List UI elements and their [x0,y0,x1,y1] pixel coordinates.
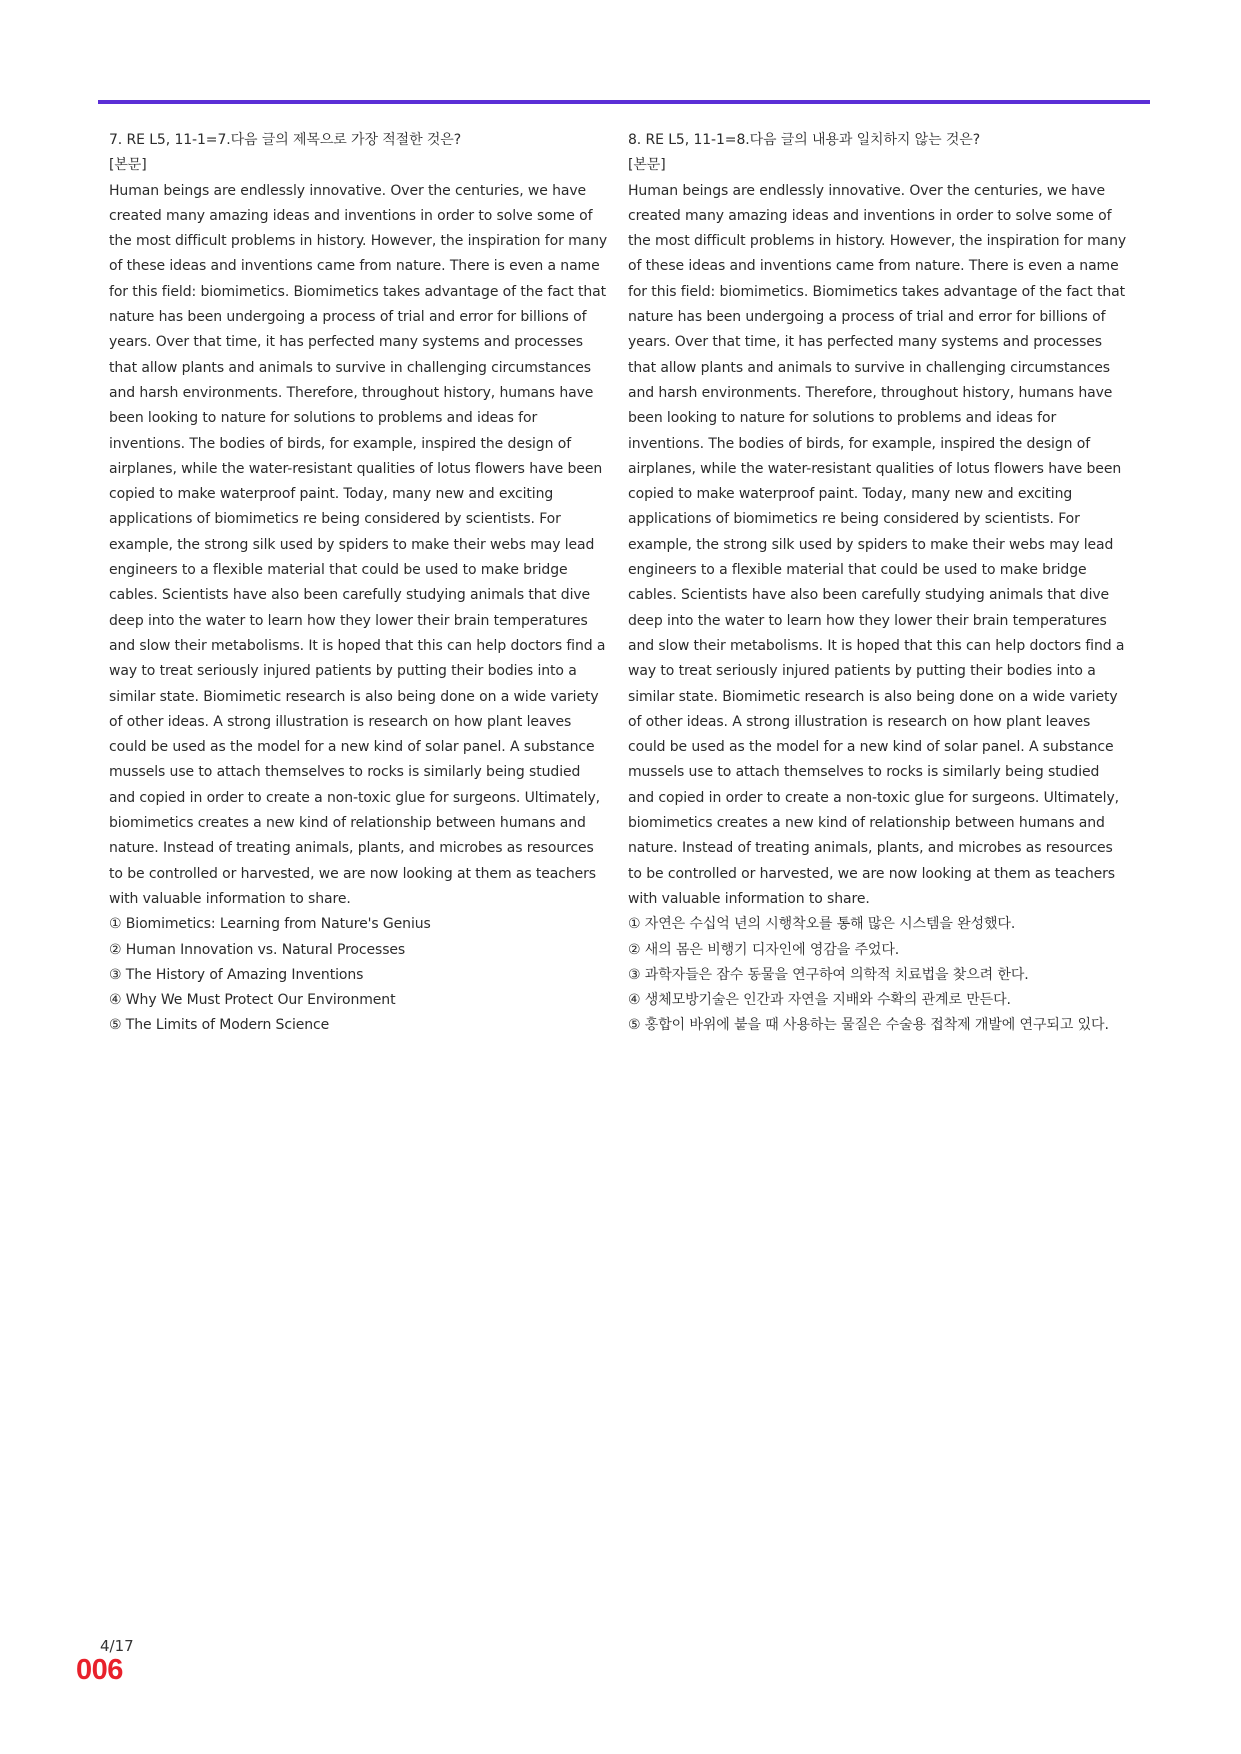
header-rule [98,100,1150,104]
question-title: 7. RE L5, 11-1=7.다음 글의 제목으로 가장 적절한 것은? [109,132,462,148]
passage-tag: [본문] [109,157,147,174]
answer-choice-3[interactable]: ③ 과학자들은 잠수 동물을 연구하여 의학적 치료법을 찾으려 한다. [628,966,1029,983]
answer-choice-5[interactable]: ⑤ The Limits of Modern Science [109,1017,330,1034]
passage-tag: [본문] [628,157,666,174]
page-indicator: 4/17 [100,1637,134,1655]
answer-choice-5[interactable]: ⑤ 홍합이 바위에 붙을 때 사용하는 물질은 수술용 접착제 개발에 연구되고 있다. [628,1017,1109,1034]
answer-choice-3[interactable]: ③ The History of Amazing Inventions [109,966,364,983]
answer-choice-1[interactable]: ① 자연은 수십억 년의 시행착오를 통해 많은 시스템을 완성했다. [628,916,1016,933]
answer-choice-4[interactable]: ④ Why We Must Protect Our Environment [109,992,396,1009]
passage-text: Human beings are endlessly innovative. Over the centuries, we have created many amazing ideas and inventions in order to solve some of the most difficult problems in history. However, the inspiration for many of these ideas and inventions came from nature. There is even a name for this field: biomimetics. Biomimetics takes advantage of the fact that nature has been undergoing a process of trial and error for billions of years. Over that time, it has perfected many systems and processes that allow plants and animals to survive in challenging circumstances and harsh environments. Therefore, throughout history, humans have been looking to nature for solutions to problems and ideas for inventions. The bodies of birds, for example, inspired the design of airplanes, while the water-resistant qualities of lotus flowers have been copied to make waterproof paint. Today, many new and exciting applications of biomimetics re being considered by scientists. For example, the strong silk used by spiders to make their webs may lead engineers to a flexible material that could be used to make bridge cables. Scientists have also been carefully studying animals that dive deep into the water to learn how they lower their brain temperatures and slow their metabolisms. It is hoped that this can help doctors find a way to treat seriously injured patients by putting their bodies into a similar state. Biomimetic research is also being done on a wide variety of other ideas. A strong illustration is research on how plant leaves could be used as the model for a new kind of solar panel. A substance mussels use to attach themselves to rocks is similarly being studied and copied in order to create a non-toxic glue for surgeons. Ultimately, biomimetics creates a new kind of relationship between humans and nature. Instead of treating animals, plants, and microbes as resources to be controlled or harvested, we are now looking at them as teachers with valuable information to share. [628,182,1127,907]
answer-choice-1[interactable]: ① Biomimetics: Learning from Nature's Genius [109,916,431,933]
page-code: 006 [76,1654,123,1686]
question-8 [628,128,1128,1039]
question-7 [109,128,609,1039]
answer-choice-2[interactable]: ② 새의 몸은 비행기 디자인에 영감을 주었다. [628,941,900,958]
question-title: 8. RE L5, 11-1=8.다음 글의 내용과 일치하지 않는 것은? [628,132,981,148]
answer-choices [628,912,1128,1038]
answer-choices [109,912,609,1038]
answer-choice-2[interactable]: ② Human Innovation vs. Natural Processes [109,941,406,958]
passage-text: Human beings are endlessly innovative. Over the centuries, we have created many amazing ideas and inventions in order to solve some of the most difficult problems in history. However, the inspiration for many of these ideas and inventions came from nature. There is even a name for this field: biomimetics. Biomimetics takes advantage of the fact that nature has been undergoing a process of trial and error for billions of years. Over that time, it has perfected many systems and processes that allow plants and animals to survive in challenging circumstances and harsh environments. Therefore, throughout history, humans have been looking to nature for solutions to problems and ideas for inventions. The bodies of birds, for example, inspired the design of airplanes, while the water-resistant qualities of lotus flowers have been copied to make waterproof paint. Today, many new and exciting applications of biomimetics re being considered by scientists. For example, the strong silk used by spiders to make their webs may lead engineers to a flexible material that could be used to make bridge cables. Scientists have also been carefully studying animals that dive deep into the water to learn how they lower their brain temperatures and slow their metabolisms. It is hoped that this can help doctors find a way to treat seriously injured patients by putting their bodies into a similar state. Biomimetic research is also being done on a wide variety of other ideas. A strong illustration is research on how plant leaves could be used as the model for a new kind of solar panel. A substance mussels use to attach themselves to rocks is similarly being studied and copied in order to create a non-toxic glue for surgeons. Ultimately, biomimetics creates a new kind of relationship between humans and nature. Instead of treating animals, plants, and microbes as resources to be controlled or harvested, we are now looking at them as teachers with valuable information to share. [109,182,608,907]
answer-choice-4[interactable]: ④ 생체모방기술은 인간과 자연을 지배와 수확의 관계로 만든다. [628,992,1011,1009]
